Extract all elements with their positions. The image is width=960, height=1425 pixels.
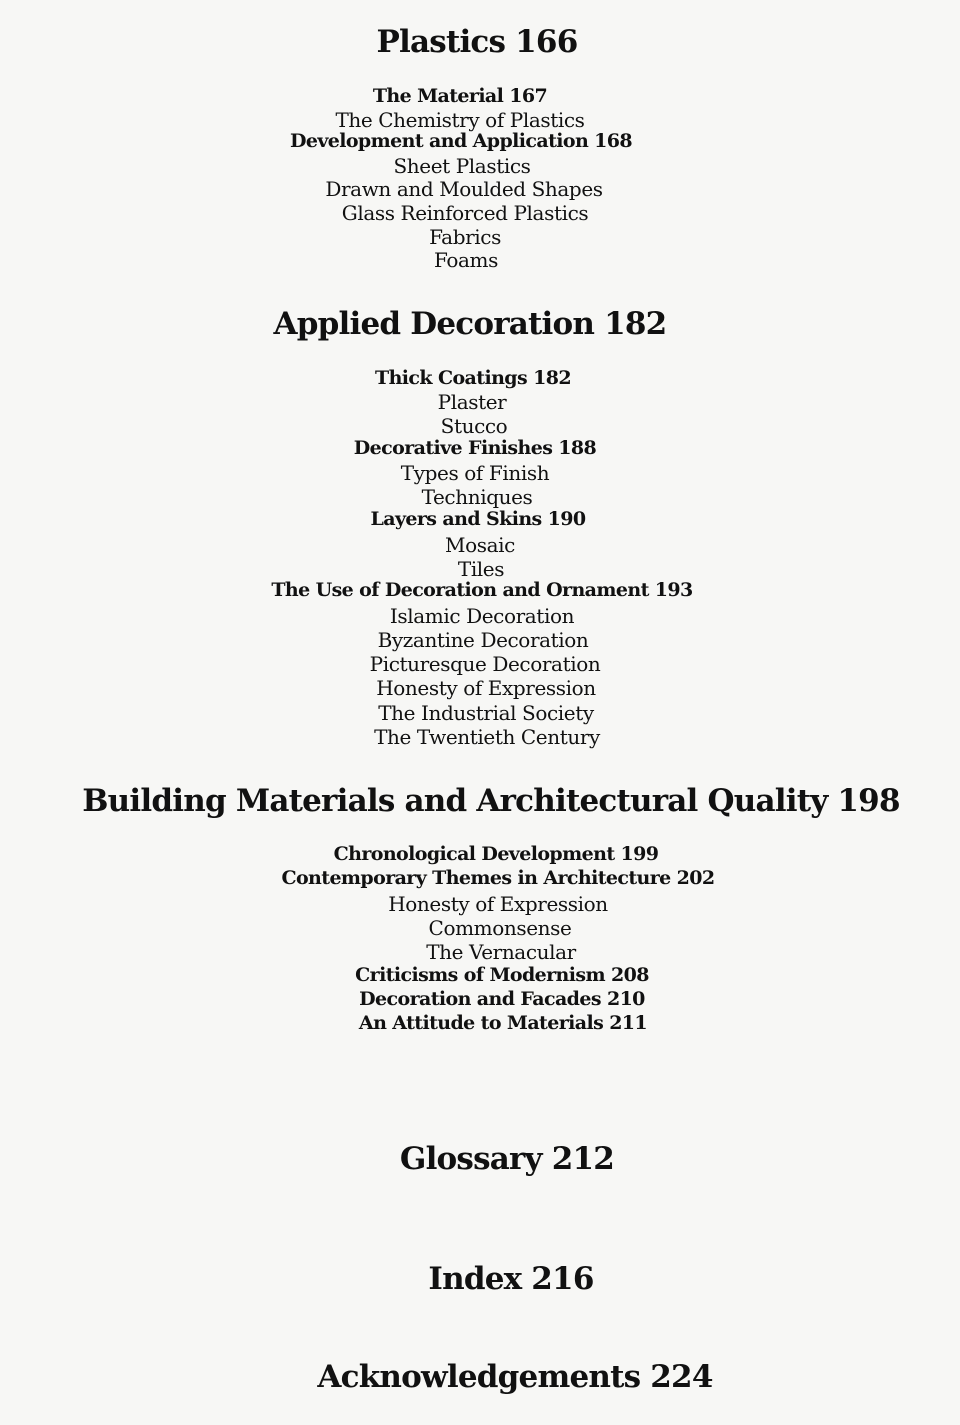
toc-entry: Thick Coatings 182: [375, 367, 571, 389]
toc-subentry: Techniques: [421, 485, 533, 509]
toc-entry: Development and Application 168: [289, 130, 633, 152]
toc-subentry: Tiles: [457, 557, 505, 581]
toc-subentry: Foams: [434, 248, 498, 272]
toc-entry: An Attitude to Materials 211: [358, 1012, 648, 1034]
toc-entry: Criticisms of Modernism 208: [355, 964, 649, 986]
section-heading-plastics: Plastics 166: [376, 24, 578, 60]
toc-subentry: Fabrics: [429, 225, 501, 249]
toc-entry: Decoration and Facades 210: [359, 988, 645, 1010]
toc-entry: Chronological Development 199: [333, 843, 659, 865]
section-heading-building-materials: Building Materials and Architectural Quality 198: [82, 783, 900, 819]
section-heading-glossary: Glossary 212: [399, 1141, 615, 1177]
toc-entry: Decorative Finishes 188: [353, 437, 597, 459]
toc-subentry: The Industrial Society: [378, 701, 594, 725]
toc-subentry: Types of Finish: [400, 461, 550, 485]
toc-subentry: Plaster: [437, 390, 507, 414]
toc-subentry: Islamic Decoration: [389, 604, 575, 628]
toc-subentry: Honesty of Expression: [388, 892, 608, 916]
toc-subentry: The Twentieth Century: [374, 725, 600, 749]
toc-subentry: Sheet Plastics: [393, 154, 531, 178]
toc-subentry: Drawn and Moulded Shapes: [325, 177, 603, 201]
toc-entry: The Use of Decoration and Ornament 193: [271, 579, 693, 601]
toc-subentry: Glass Reinforced Plastics: [341, 201, 589, 225]
section-heading-acknowledgements: Acknowledgements 224: [317, 1359, 713, 1395]
toc-subentry: Commonsense: [428, 916, 572, 940]
toc-entry: Contemporary Themes in Architecture 202: [281, 867, 715, 889]
section-heading-applied-decoration: Applied Decoration 182: [273, 306, 667, 342]
toc-subentry: Mosaic: [445, 533, 515, 557]
toc-subentry: Honesty of Expression: [376, 676, 596, 700]
section-heading-index: Index 216: [428, 1261, 594, 1297]
toc-subentry: Stucco: [440, 414, 508, 438]
toc-subentry: The Chemistry of Plastics: [335, 108, 585, 132]
toc-entry: The Material 167: [372, 85, 548, 107]
toc-subentry: Picturesque Decoration: [369, 652, 601, 676]
toc-subentry: The Vernacular: [426, 940, 576, 964]
toc-subentry: Byzantine Decoration: [377, 628, 589, 652]
toc-entry: Layers and Skins 190: [370, 508, 586, 530]
